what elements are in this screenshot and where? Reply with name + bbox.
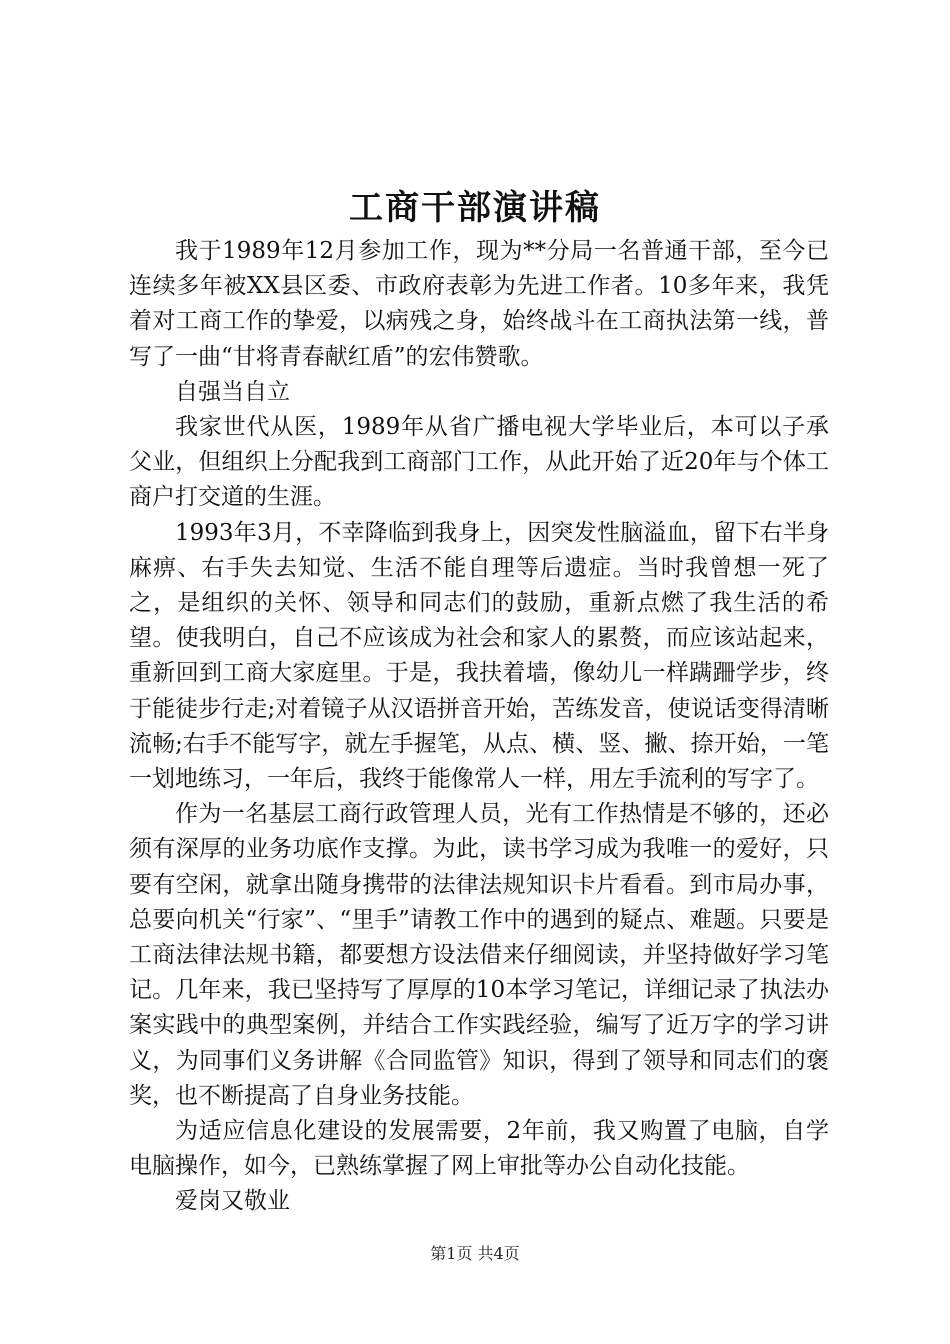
section-heading-self-reliance: 自强当自立	[175, 378, 290, 405]
document-title: 工商干部演讲稿	[349, 188, 601, 228]
section-heading-dedication: 爱岗又敬业	[175, 1188, 290, 1215]
paragraph-family-background: 我家世代从医，1989年从省广播电视大学毕业后，本可以子承父业，但组织上分配我到工商部门工作，从此开始了近20年与个体工商户打交道的生涯。	[129, 414, 829, 511]
document-body	[129, 234, 829, 1220]
page-number-footer: 第1页 共4页	[430, 1244, 520, 1263]
paragraph-illness-recovery: 1993年3月，不幸降临到我身上，因突发性脑溢血，留下右半身麻痹、右手失去知觉、生活不能自理等后遗症。当时我曾想一死了之，是组织的关怀、领导和同志们的鼓励，重新点燃了我生活的希望。使我明白，自己不应该成为社会和家人的累赘，而应该站起来，重新回到工商大家庭里。于是，我扶着墙，像幼儿一样蹒跚学步，终于能徒步行走;对着镜子从汉语拼音开始，苦练发音，使说话变得清晰流畅;右手不能写字，就左手握笔，从点、横、竖、撇、捺开始，一笔一划地练习，一年后，我终于能像常人一样，用左手流利的写字了。	[129, 519, 829, 793]
paragraph-study: 作为一名基层工商行政管理人员，光有工作热情是不够的，还必须有深厚的业务功底作支撑。为此，读书学习成为我唯一的爱好，只要有空闲，就拿出随身携带的法律法规知识卡片看看。到市局办事，总要向机关“行家”、“里手”请教工作中的遇到的疑点、难题。只要是工商法律法规书籍，都要想方设法借来仔细阅读，并坚持做好学习笔记。几年来，我已坚持写了厚厚的10本学习笔记，详细记录了执法办案实践中的典型案例，并结合工作实践经验，编写了近万字的学习讲义，为同事们义务讲解《合同监管》知识，得到了领导和同志们的褒奖，也不断提高了自身业务技能。	[129, 801, 829, 1109]
paragraph-intro: 我于1989年12月参加工作，现为**分局一名普通干部，至今已连续多年被XX县区委、市政府表彰为先进工作者。10多年来，我凭着对工商工作的挚爱，以病残之身，始终战斗在工商执法第一线，普写了一曲“甘将青春献红盾”的宏伟赞歌。	[129, 238, 829, 370]
paragraph-computer-skills: 为适应信息化建设的发展需要，2年前，我又购置了电脑，自学电脑操作，如今，已熟练掌握了网上审批等办公自动化技能。	[129, 1118, 829, 1180]
